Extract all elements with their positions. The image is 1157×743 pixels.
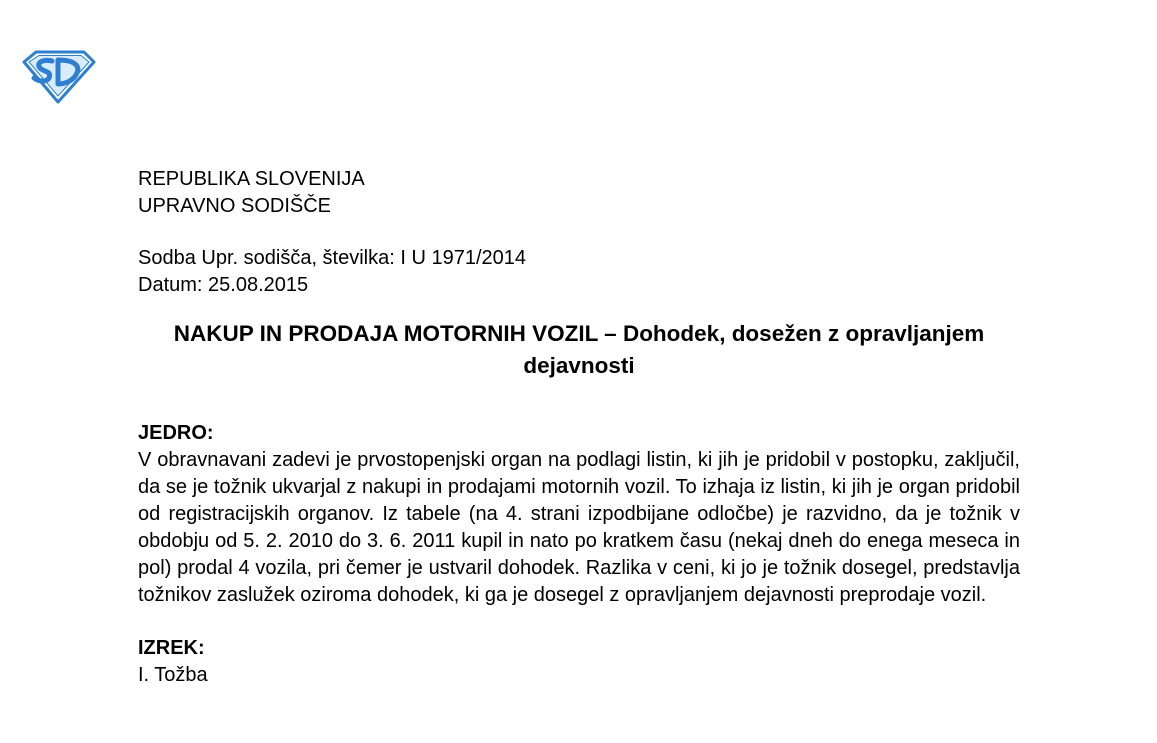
case-meta — [138, 245, 1020, 299]
jedro-heading: JEDRO: — [138, 422, 214, 444]
case-number: Sodba Upr. sodišča, številka: I U 1971/2014 — [138, 247, 527, 269]
document-title: NAKUP IN PRODAJA MOTORNIH VOZIL – Dohodek, dosežen z opravljanjem dejavnosti — [173, 321, 985, 378]
sd-shield-logo-icon — [22, 48, 96, 104]
document-body — [138, 166, 1020, 689]
izrek-text: I. Tožba — [138, 664, 208, 687]
izrek-heading: IZREK: — [138, 637, 205, 660]
case-date: Datum: 25.08.2015 — [138, 274, 309, 296]
court-name: UPRAVNO SODIŠČE — [138, 195, 331, 217]
jedro-text: V obravnavani zadevi je prvostopenjski organ na podlagi listin, ki jih je pridobil v postopku, zaključil, da se je tožnik ukvarjal z nakupi in prodajami motornih vozil. To izhaja iz listin, ki jih je organ pridobil od registracijskih organov. Iz tabele (na 4. strani izpodbijane odločbe) je razvidno, da je tožnik v obdobju od 5. 2. 2010 do 3. 6. 2011 kupil in nato po kratkem času (nekaj dneh do enega meseca in pol) prodal 4 vozila, pri čemer je ustvaril dohodek. Razlika v ceni, ki jo je tožnik dosegel, predstavlja tožnikov zaslužek oziroma dohodek, ki ga je dosegel z opravljanjem dejavnosti preprodaje vozil. — [138, 449, 1020, 606]
court-country: REPUBLIKA SLOVENIJA — [138, 168, 365, 190]
court-header — [138, 166, 1020, 220]
